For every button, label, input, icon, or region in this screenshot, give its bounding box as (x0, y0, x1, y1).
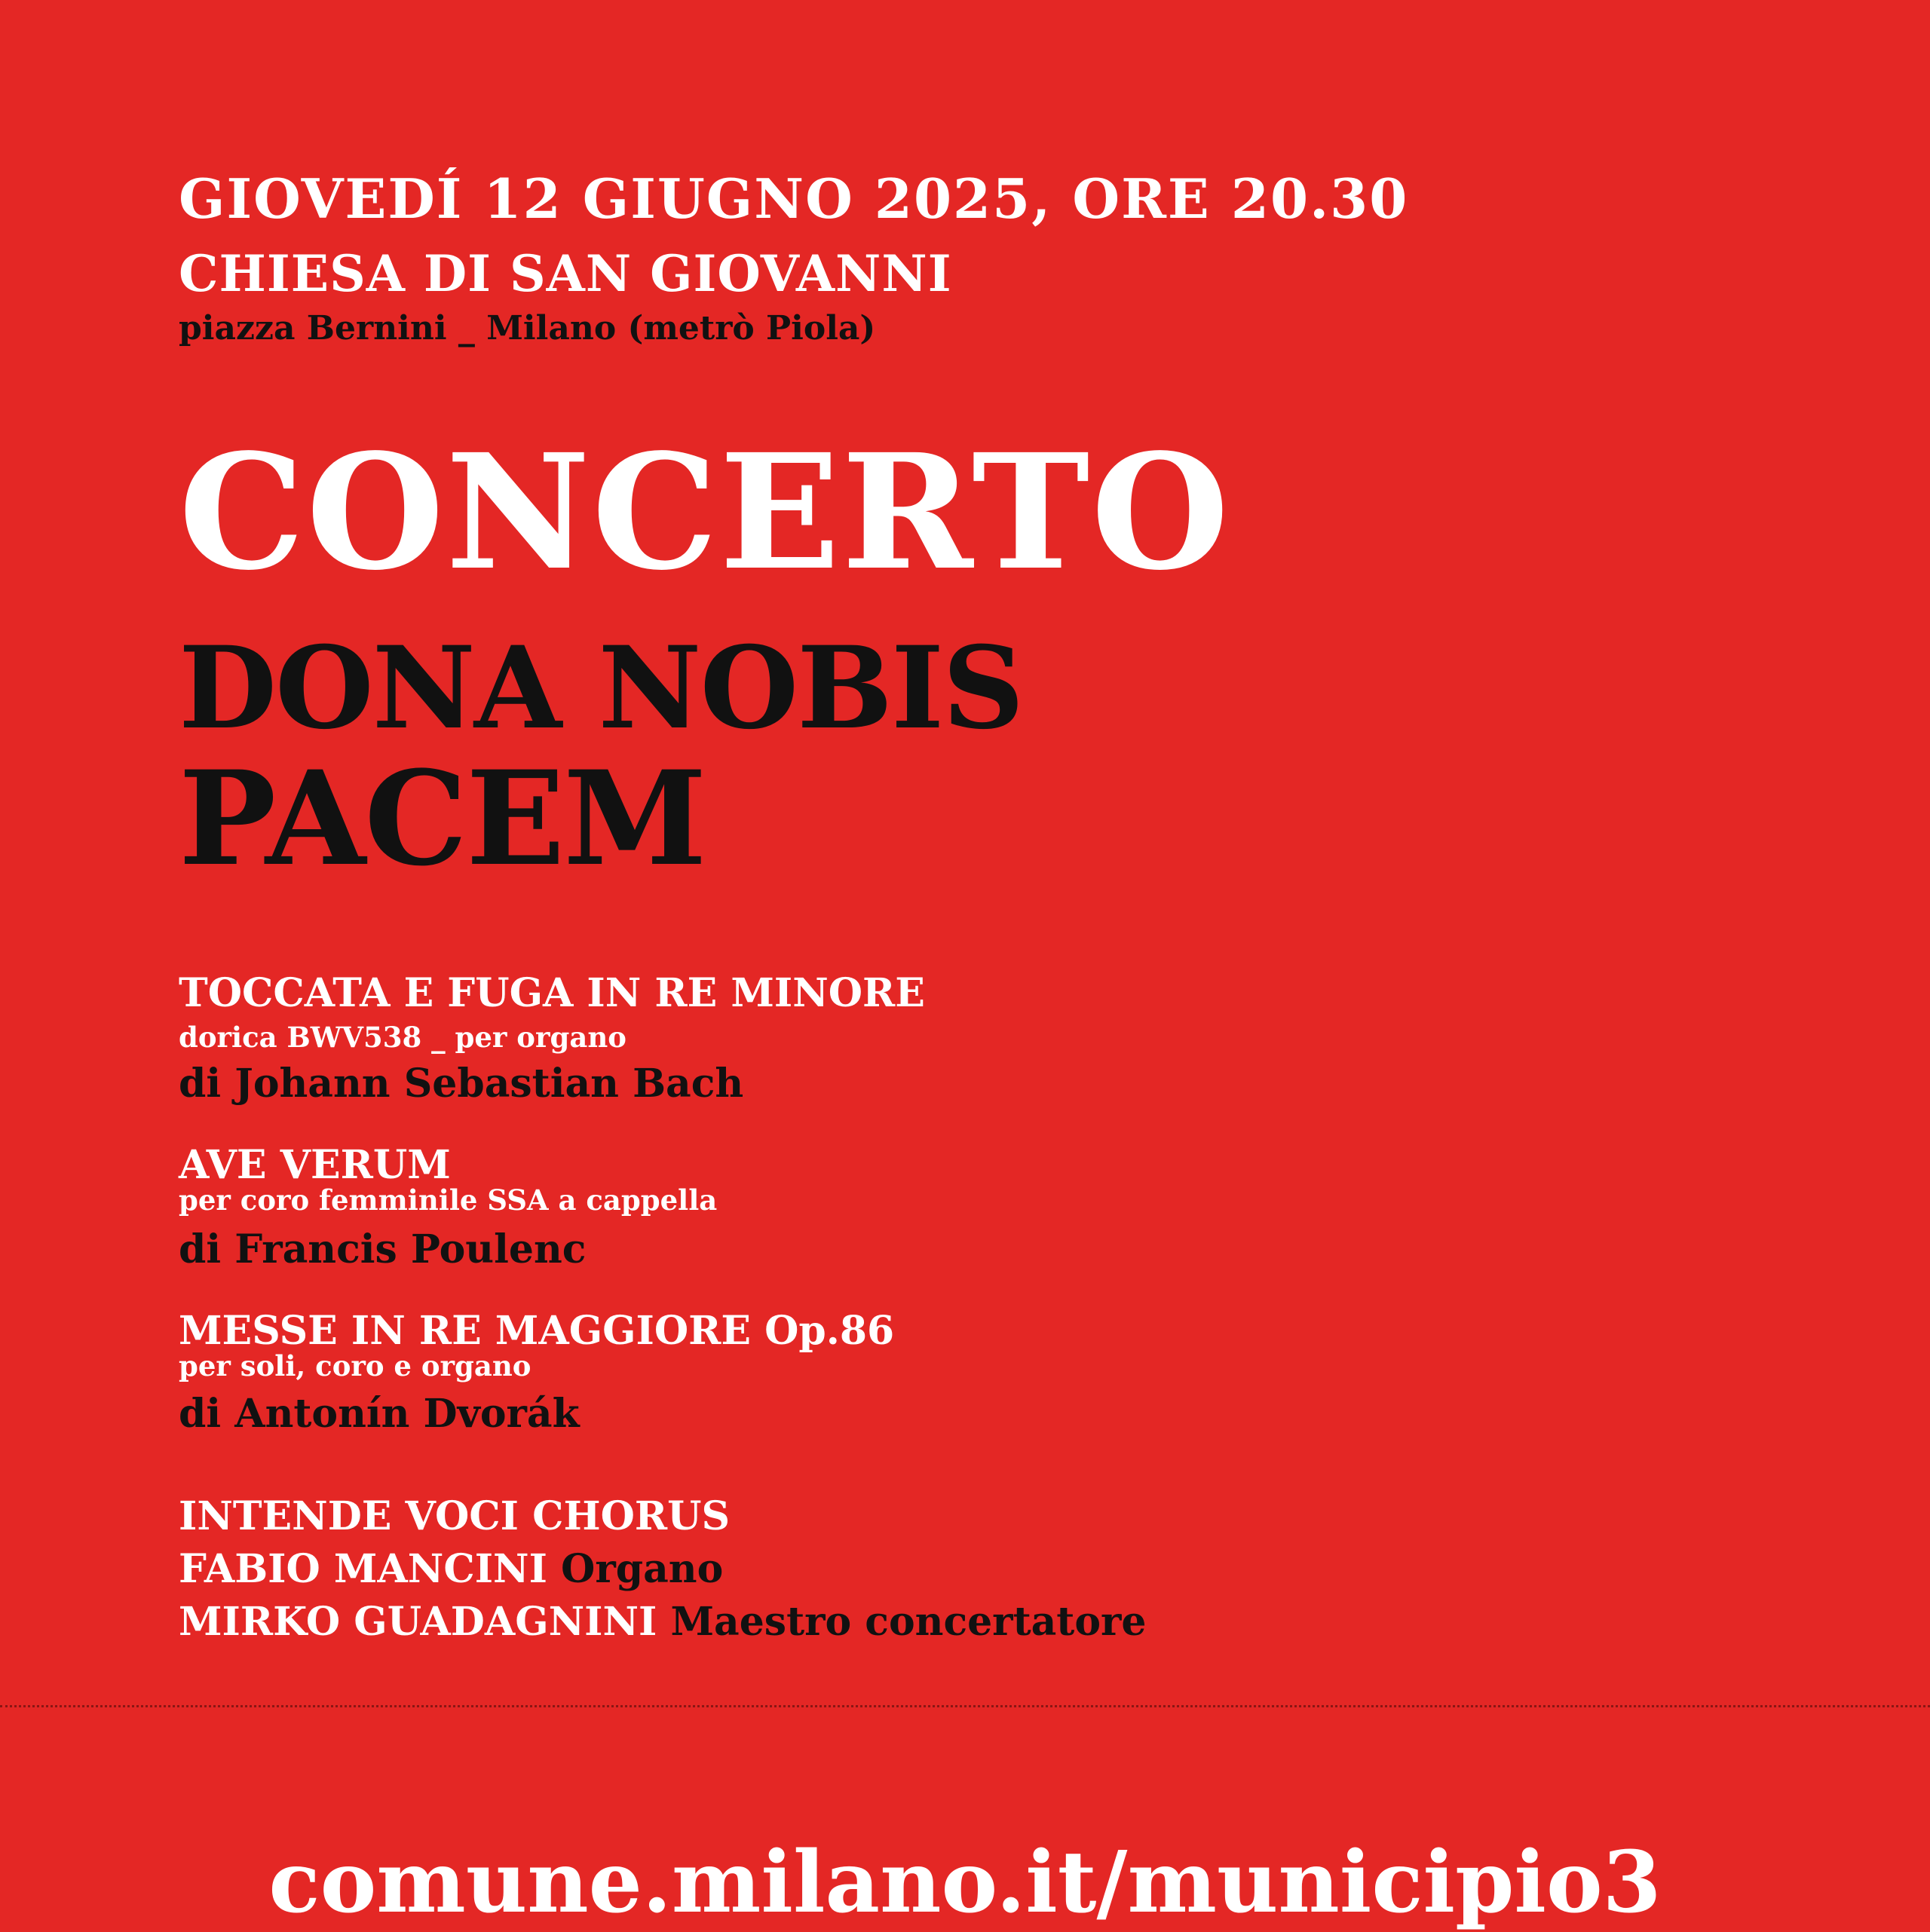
event-venue: CHIESA DI SAN GIOVANNI (179, 244, 952, 303)
piece-title: TOCCATA E FUGA IN RE MINORE (179, 970, 925, 1016)
performer-name: FABIO MANCINI (179, 1546, 547, 1592)
piece-composer: di Antonín Dvorák (179, 1391, 580, 1437)
concert-title: CONCERTO (179, 419, 1231, 605)
performer-line (179, 1546, 724, 1592)
performer-name: INTENDE VOCI CHORUS (179, 1493, 731, 1539)
performer-role: Organo (561, 1546, 724, 1592)
piece-composer: di Francis Poulenc (179, 1226, 587, 1272)
footer-divider (0, 1705, 1930, 1707)
performer-name: MIRKO GUADAGNINI (179, 1599, 657, 1645)
event-date-time: GIOVEDÍ 12 GIUGNO 2025, ORE 20.30 (179, 167, 1409, 231)
concert-subtitle-line2: PACEM (179, 742, 706, 895)
footer-url: comune.milano.it/municipio3 (268, 1833, 1662, 1932)
performer-line (179, 1493, 731, 1539)
performer-role: Maestro concertatore (670, 1599, 1147, 1645)
piece-detail: per coro femminile SSA a cappella (179, 1183, 718, 1217)
piece-composer: di Johann Sebastian Bach (179, 1061, 744, 1107)
performer-line (179, 1599, 1147, 1645)
piece-title: MESSE IN RE MAGGIORE Op.86 (179, 1308, 895, 1354)
piece-title: AVE VERUM (179, 1142, 451, 1188)
event-address: piazza Bernini _ Milano (metrò Piola) (179, 309, 876, 348)
concert-subtitle-line1: DONA NOBIS (179, 622, 1023, 755)
piece-detail: per soli, coro e organo (179, 1349, 532, 1382)
piece-detail: dorica BWV538 _ per organo (179, 1021, 626, 1054)
